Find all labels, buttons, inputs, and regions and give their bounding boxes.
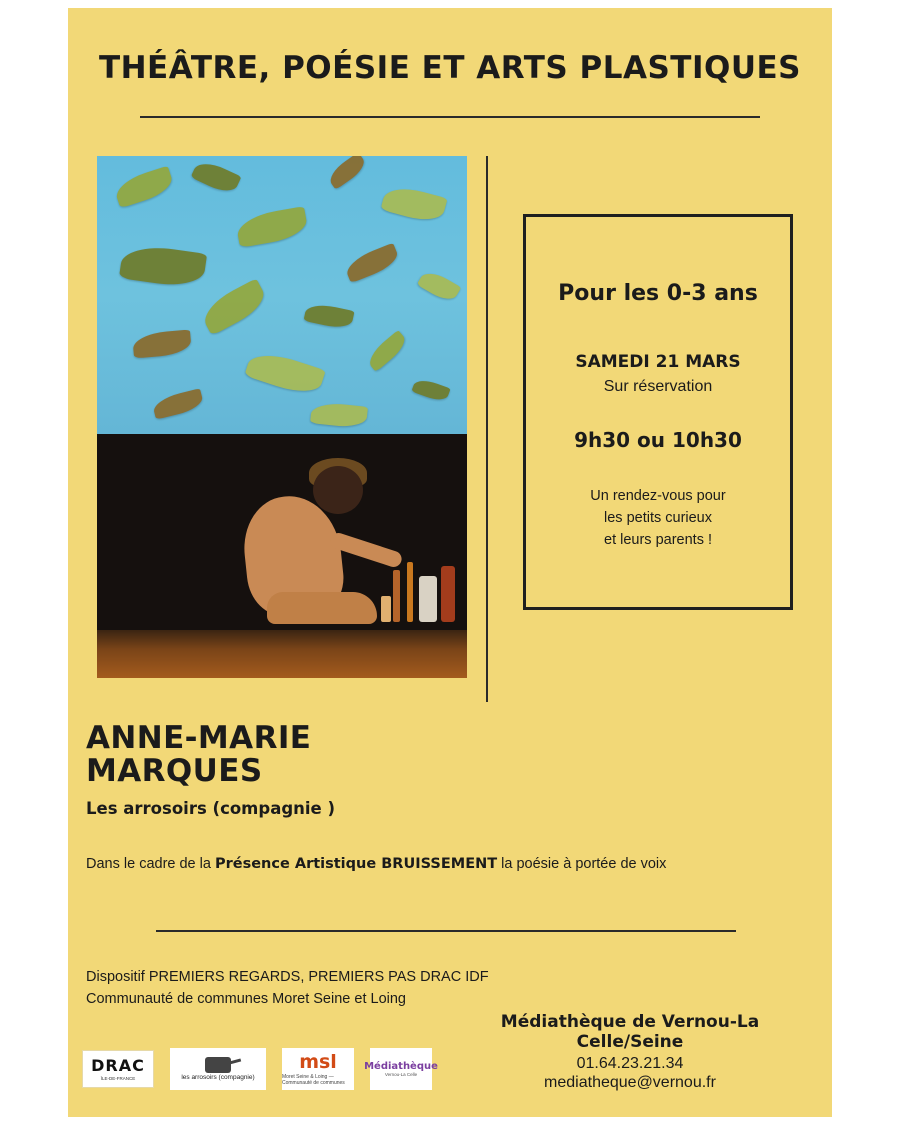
- framework-text: [86, 856, 666, 872]
- stage-prop: [407, 562, 413, 622]
- leaf-shape: [112, 166, 175, 209]
- event-date: SAMEDI 21 MARS: [575, 352, 741, 372]
- leaf-shape: [244, 347, 326, 399]
- leaf-shape: [198, 278, 270, 335]
- venue-phone[interactable]: 01.64.23.21.34: [576, 1055, 684, 1072]
- les-arrosoirs-logo-caption: les arrosoirs (compagnie): [181, 1074, 255, 1081]
- drac-logo: [82, 1050, 154, 1088]
- venue-email[interactable]: mediatheque@vernou.fr: [544, 1074, 716, 1091]
- watering-can-icon: [205, 1057, 231, 1073]
- msl-logo-text: msl: [299, 1050, 337, 1073]
- performer-head-shape: [313, 466, 363, 514]
- leaf-shape: [411, 376, 450, 403]
- event-tagline-line1: Un rendez-vous pour: [590, 488, 726, 504]
- stage-floor: [97, 630, 467, 678]
- drac-logo-caption: ÎLE-DE-FRANCE: [100, 1075, 136, 1081]
- framework-suffix: la poésie à portée de voix: [497, 856, 667, 872]
- event-tagline: [526, 486, 790, 551]
- footer-credit-line1: Dispositif PREMIERS REGARDS, PREMIERS PAS DRAC IDF: [86, 969, 489, 985]
- footer-credits: [86, 966, 489, 1011]
- contact-block: [450, 1012, 810, 1092]
- venue-name: Médiathèque de Vernou-La Celle/Seine: [500, 1012, 760, 1052]
- vertical-divider: [486, 156, 488, 702]
- drac-logo-text: DRAC: [91, 1055, 145, 1075]
- framework-prefix: Dans le cadre de la: [86, 856, 215, 872]
- artist-company: Les arrosoirs (compagnie ): [86, 799, 336, 818]
- event-info-box: [523, 214, 793, 610]
- page-title: THÉÂTRE, POÉSIE ET ARTS PLASTIQUES: [98, 50, 802, 86]
- moret-seine-et-loing-logo: [282, 1048, 354, 1090]
- leaf-shape: [310, 401, 368, 429]
- event-hours: 9h30 ou 10h30: [574, 428, 742, 452]
- mediatheque-logo-caption: Vernou-La Celle: [384, 1072, 418, 1077]
- performer-leg-shape: [267, 592, 377, 624]
- leaf-shape: [364, 330, 409, 372]
- leaf-shape: [343, 243, 401, 284]
- artist-name: [86, 722, 311, 789]
- leaf-shape: [325, 156, 368, 190]
- leaf-shape: [119, 242, 207, 289]
- mediatheque-logo: [364, 1048, 438, 1090]
- poster-canvas: [68, 8, 832, 1117]
- photo-stage-section: [97, 434, 467, 678]
- leaf-shape: [191, 157, 242, 196]
- event-tagline-line3: et leurs parents !: [604, 531, 712, 548]
- mediatheque-logo-text: Médiathèque: [364, 1061, 438, 1072]
- footer-divider: [156, 930, 736, 932]
- leaf-shape: [417, 267, 462, 304]
- framework-highlight: Présence Artistique BRUISSEMENT: [214, 856, 498, 872]
- logo-row: [82, 1048, 438, 1090]
- msl-logo-caption: Moret Seine & Loing — Communauté de communes: [282, 1073, 345, 1086]
- stage-prop: [441, 566, 455, 622]
- age-range: Pour les 0-3 ans: [558, 281, 758, 306]
- leaf-shape: [380, 182, 447, 225]
- reservation-note: Sur réservation: [603, 378, 713, 395]
- stage-prop: [381, 596, 391, 622]
- performance-photo: [97, 156, 467, 678]
- leaf-shape: [235, 206, 309, 248]
- leaf-shape: [151, 388, 204, 420]
- stage-prop: [393, 570, 400, 622]
- event-tagline-line2: les petits curieux: [604, 509, 712, 526]
- stage-prop: [419, 576, 437, 622]
- les-arrosoirs-logo: [170, 1048, 266, 1090]
- footer-credit-line2: Communauté de communes Moret Seine et Loing: [86, 991, 406, 1008]
- title-divider: [140, 116, 760, 118]
- artist-name-line2: MARQUES: [86, 753, 263, 790]
- leaf-shape: [132, 330, 192, 359]
- leaf-shape: [303, 301, 354, 331]
- photo-sky-section: [97, 156, 467, 434]
- artist-name-line1: ANNE-MARIE: [86, 720, 312, 756]
